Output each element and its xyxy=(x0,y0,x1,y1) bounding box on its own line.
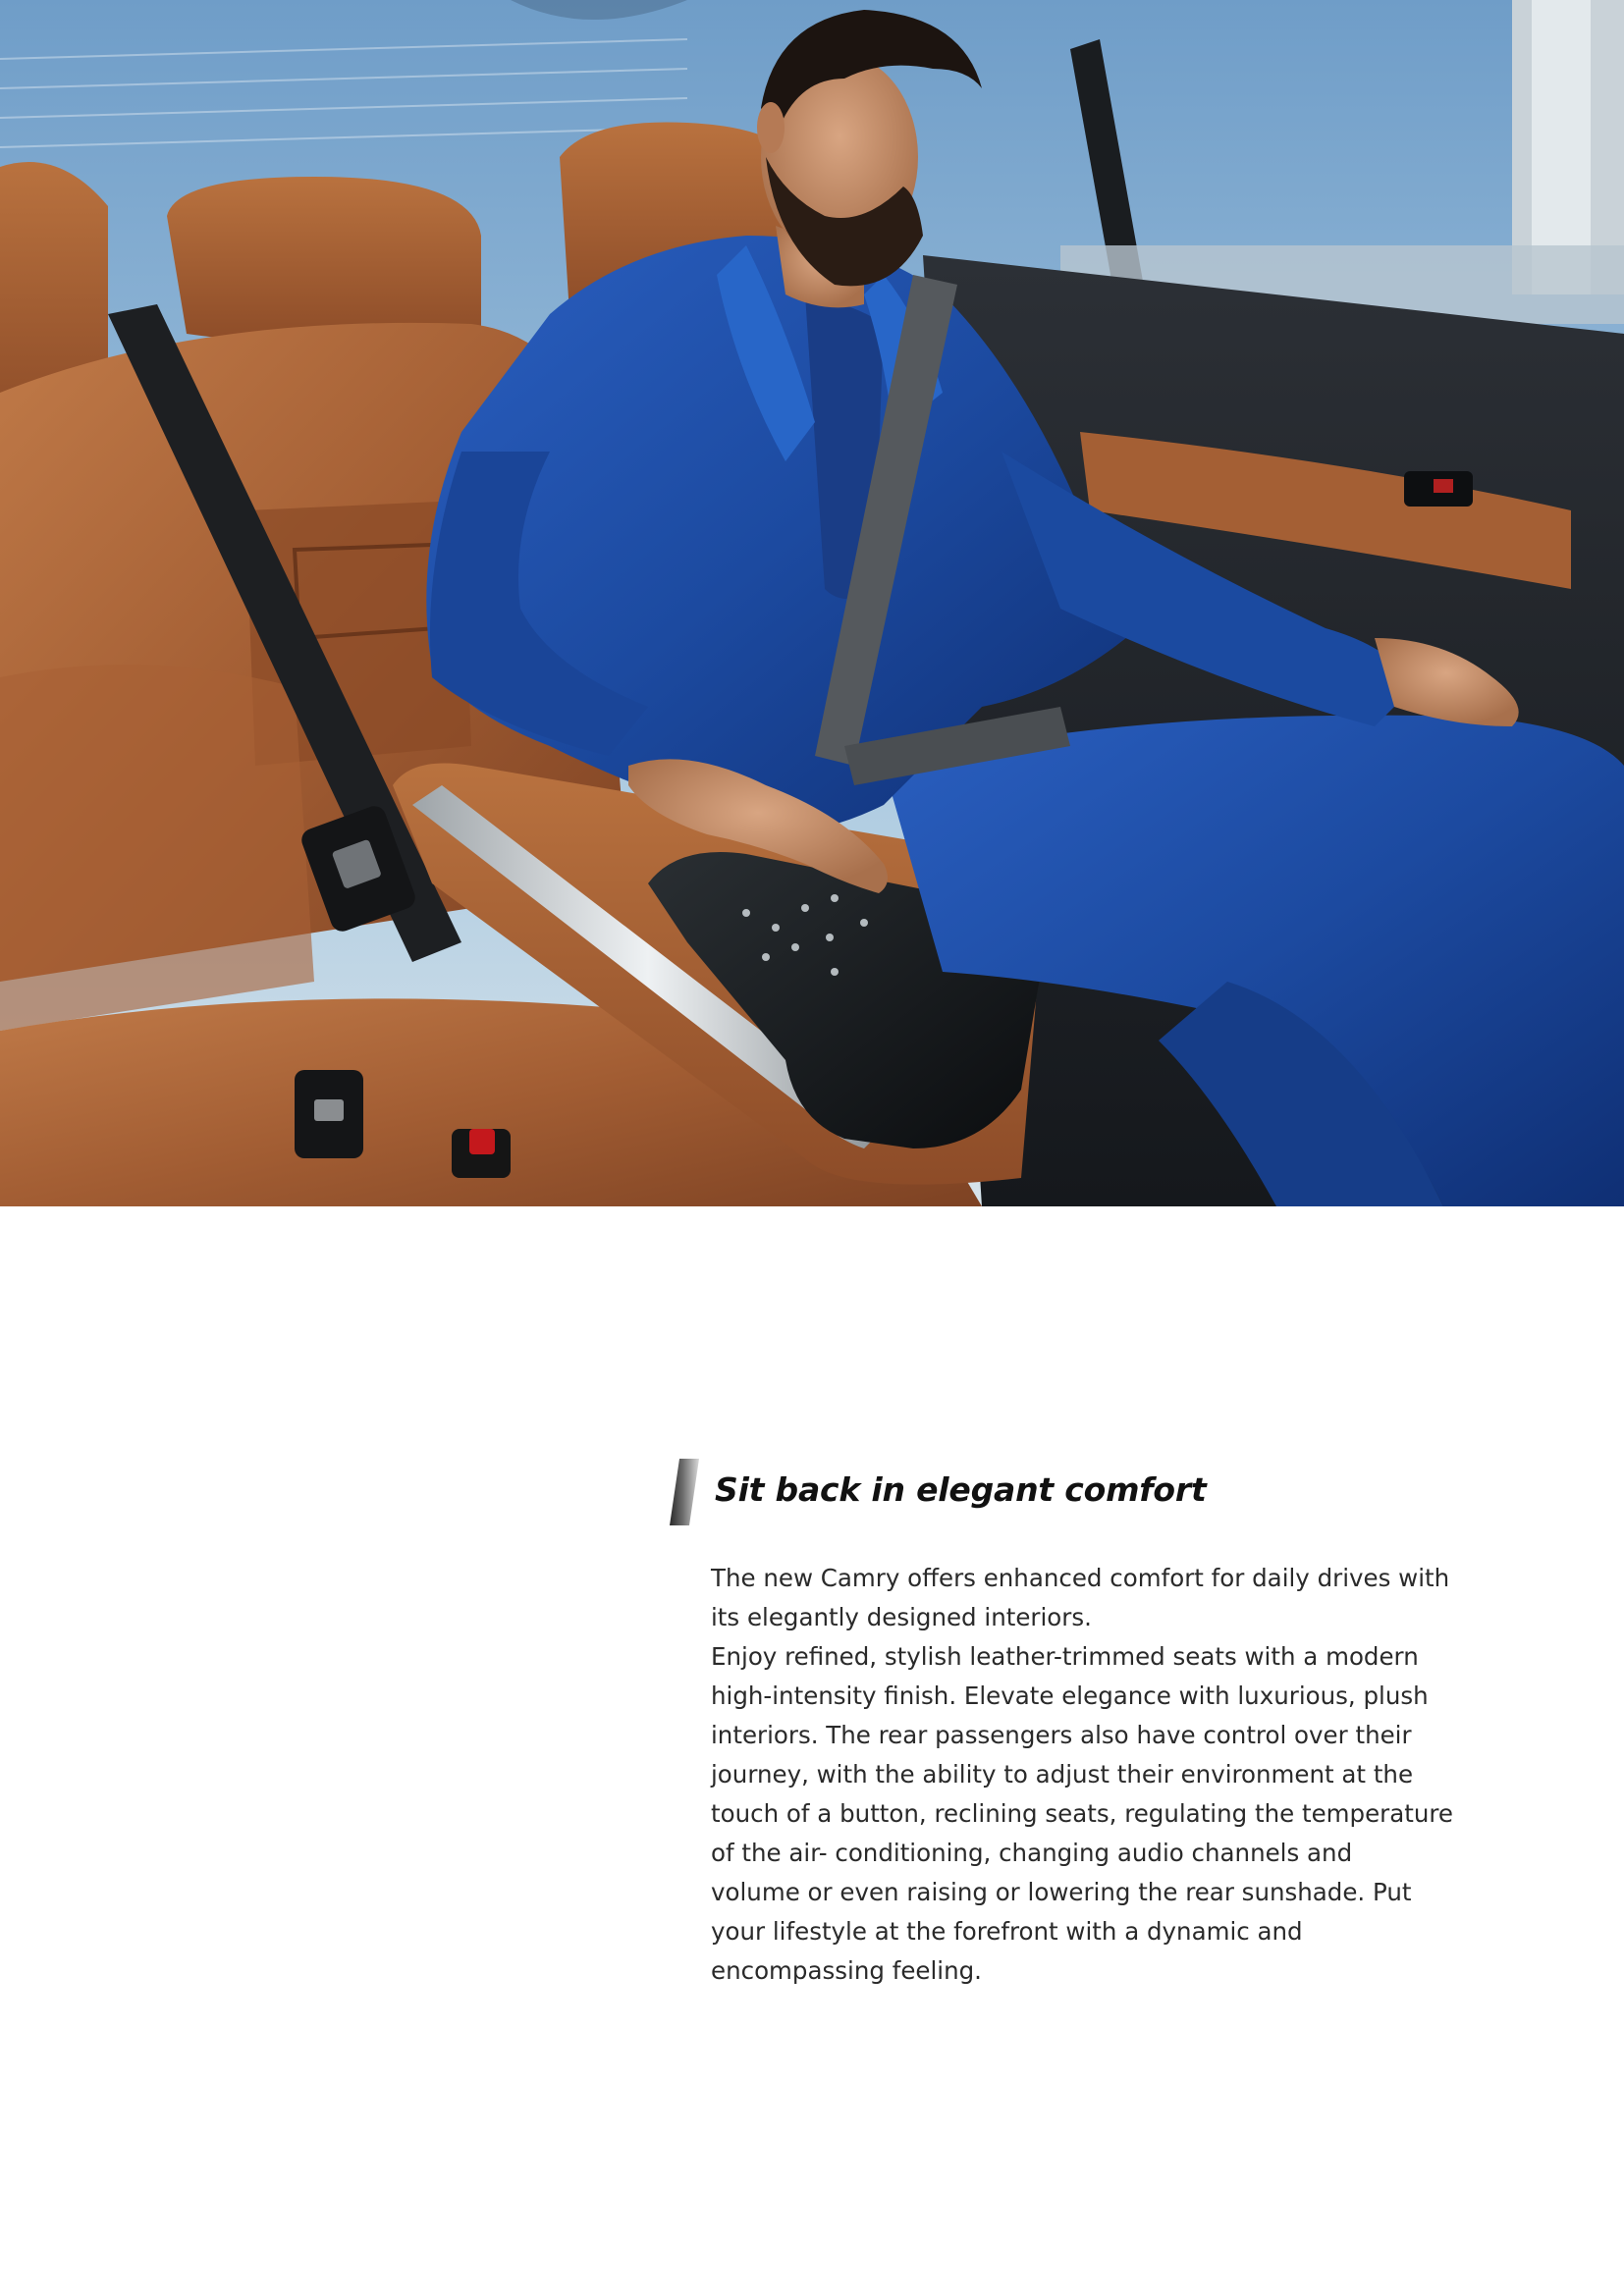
body-line: encompassing feeling. xyxy=(711,1956,982,1985)
body-line: The new Camry offers enhanced comfort for daily drives with xyxy=(711,1564,1450,1592)
body-line: Enjoy refined, stylish leather-trimmed seats with a modern xyxy=(711,1642,1419,1671)
heading-accent-bar-icon xyxy=(670,1459,699,1525)
body-line: volume or even raising or lowering the rear sunshade. Put xyxy=(711,1878,1412,1906)
body-line: journey, with the ability to adjust their environment at the xyxy=(711,1760,1414,1789)
body-line: your lifestyle at the forefront with a dynamic and xyxy=(711,1917,1303,1946)
body-line: interiors. The rear passengers also have control over their xyxy=(711,1721,1412,1749)
body-line: of the air- conditioning, changing audio channels and xyxy=(711,1839,1353,1867)
section-title: Sit back in elegant comfort xyxy=(715,1470,1207,1509)
section-heading xyxy=(670,1459,1416,1527)
body-line: its elegantly designed interiors. xyxy=(711,1603,1092,1631)
body-line: touch of a button, reclining seats, regulating the temperature xyxy=(711,1799,1453,1828)
section-body xyxy=(711,1559,1457,1991)
body-line: high-intensity finish. Elevate elegance with luxurious, plush xyxy=(711,1682,1429,1710)
